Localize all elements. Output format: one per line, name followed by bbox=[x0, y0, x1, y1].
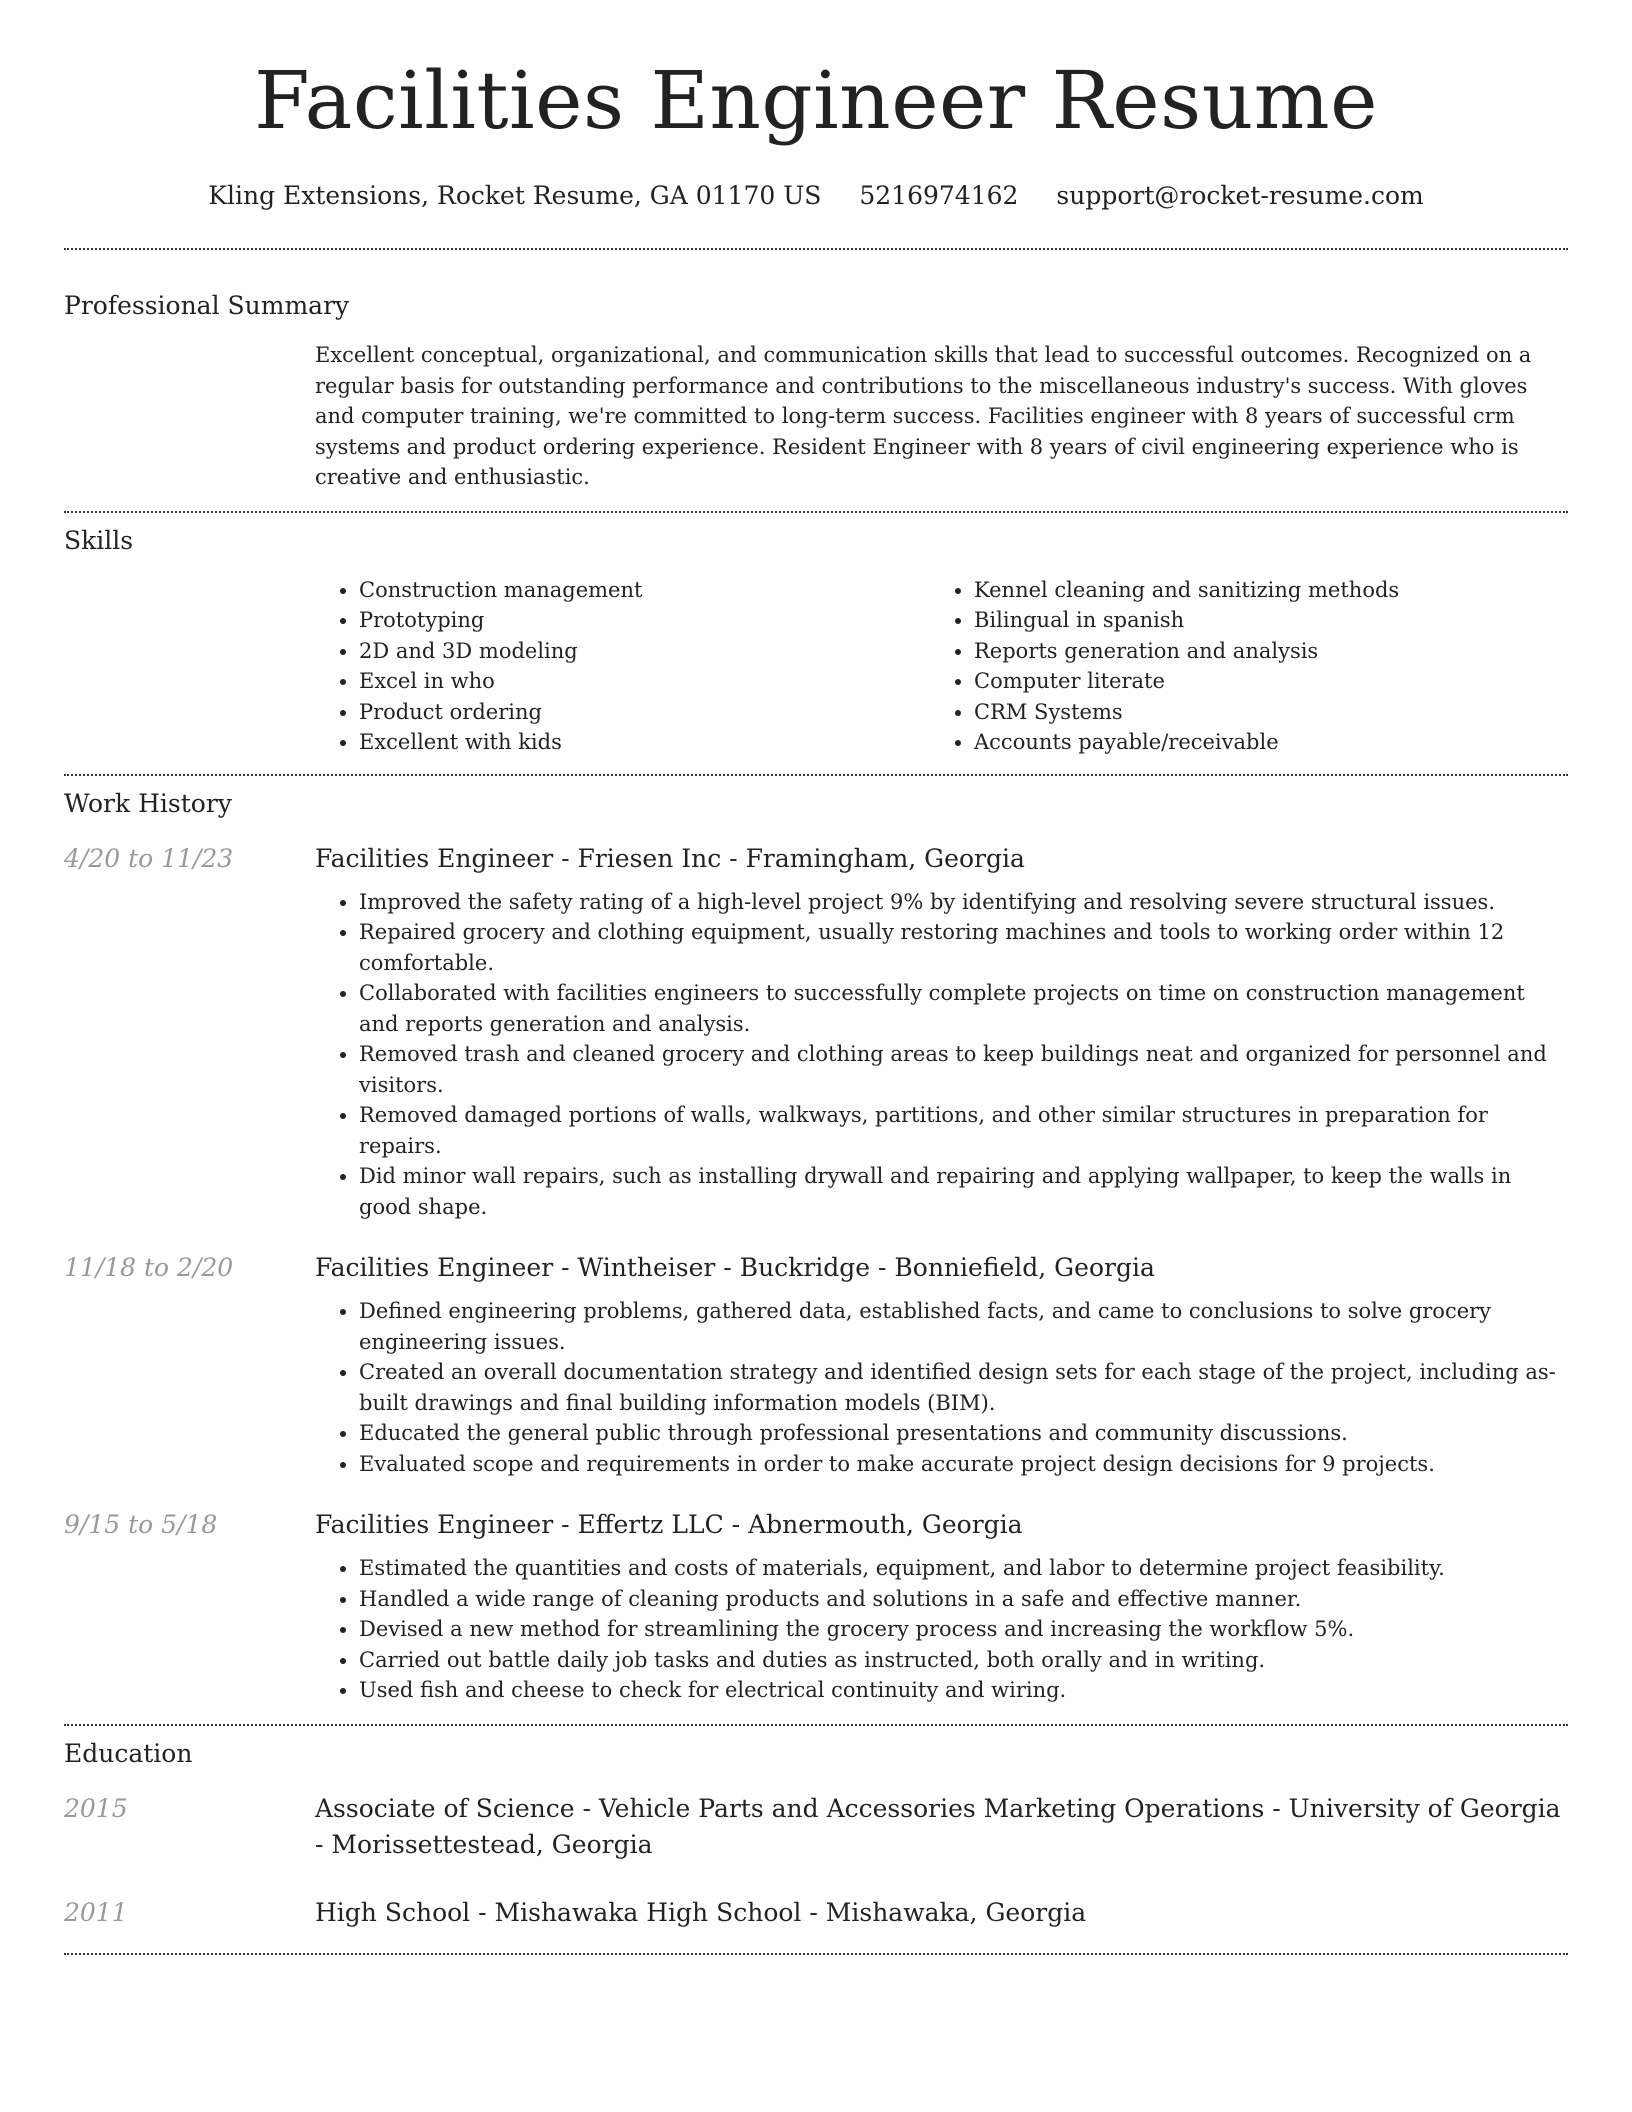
skill-item: • Construction management bbox=[359, 575, 930, 606]
skills-heading: Skills bbox=[64, 525, 134, 555]
education-entry bbox=[64, 1895, 1568, 1931]
skill-item: • Prototyping bbox=[359, 605, 930, 636]
job-dates: 11/18 to 2/20 bbox=[64, 1253, 234, 1282]
job-entry bbox=[64, 1250, 1568, 1479]
job-bullet: • Educated the general public through professional presentations and community discussions. bbox=[359, 1418, 1568, 1449]
job-bullet: • Collaborated with facilities engineers to successfully complete projects on time on construction management and reports generation and analysis. bbox=[359, 978, 1568, 1039]
job-bullet: • Used fish and cheese to check for electrical continuity and wiring. bbox=[359, 1675, 1568, 1706]
skill-item: • Excellent with kids bbox=[359, 727, 930, 758]
contact-email: support@rocket-resume.com bbox=[1056, 181, 1424, 210]
job-bullet: • Evaluated scope and requirements in order to make accurate project design decisions for 9 projects. bbox=[359, 1449, 1568, 1480]
job-bullet: • Carried out battle daily job tasks and duties as instructed, both orally and in writing. bbox=[359, 1645, 1568, 1676]
job-bullet: • Handled a wide range of cleaning products and solutions in a safe and effective manner. bbox=[359, 1584, 1568, 1615]
education-text: Associate of Science - Vehicle Parts and Accessories Marketing Operations - University of Georgia - Morissettestead, Georgia bbox=[315, 1793, 1561, 1859]
skill-item: • Computer literate bbox=[974, 666, 1545, 697]
job-title: Facilities Engineer - Friesen Inc - Framingham, Georgia bbox=[315, 843, 1025, 873]
divider bbox=[64, 1953, 1568, 1955]
skill-item: • Product ordering bbox=[359, 697, 930, 728]
job-bullet: • Removed trash and cleaned grocery and clothing areas to keep buildings neat and organized for personnel and visitors. bbox=[359, 1039, 1568, 1100]
education-year: 2011 bbox=[64, 1897, 128, 1927]
job-entry bbox=[64, 841, 1568, 1223]
education-text: High School - Mishawaka High School - Mishawaka, Georgia bbox=[315, 1897, 1087, 1927]
summary-heading: Professional Summary bbox=[64, 291, 350, 320]
skills-column-left bbox=[315, 575, 930, 758]
job-bullet: • Estimated the quantities and costs of materials, equipment, and labor to determine project feasibility. bbox=[359, 1553, 1568, 1584]
job-bullet: • Devised a new method for streamlining the grocery process and increasing the workflow 5%. bbox=[359, 1614, 1568, 1645]
skill-item: • Reports generation and analysis bbox=[974, 636, 1545, 667]
work-heading: Work History bbox=[64, 788, 232, 818]
skill-item: • CRM Systems bbox=[974, 697, 1545, 728]
education-entry bbox=[64, 1791, 1568, 1863]
skill-item: • Accounts payable/receivable bbox=[974, 727, 1545, 758]
skill-item: • Kennel cleaning and sanitizing methods bbox=[974, 575, 1545, 606]
education-heading: Education bbox=[64, 1738, 193, 1768]
job-entry bbox=[64, 1507, 1568, 1706]
job-bullet: • Improved the safety rating of a high-level project 9% by identifying and resolving severe structural issues. bbox=[359, 887, 1568, 918]
skills-section bbox=[64, 513, 1568, 758]
job-title: Facilities Engineer - Wintheiser - Buckridge - Bonniefield, Georgia bbox=[315, 1253, 1155, 1282]
summary-section bbox=[64, 250, 1568, 493]
job-bullet: • Defined engineering problems, gathered data, established facts, and came to conclusions to solve grocery engineering issues. bbox=[359, 1296, 1568, 1357]
resume-title: Facilities Engineer Resume bbox=[254, 54, 1378, 147]
skill-item: • 2D and 3D modeling bbox=[359, 636, 930, 667]
skill-item: • Excel in who bbox=[359, 666, 930, 697]
contact-address: Kling Extensions, Rocket Resume, GA 01170 US bbox=[208, 181, 822, 210]
job-bullet: • Removed damaged portions of walls, walkways, partitions, and other similar structures in preparation for repairs. bbox=[359, 1100, 1568, 1161]
job-bullet: • Did minor wall repairs, such as installing drywall and repairing and applying wallpaper, to keep the walls in good shape. bbox=[359, 1161, 1568, 1222]
job-bullet: • Created an overall documentation strategy and identified design sets for each stage of the project, including as-built drawings and final building information models (BIM). bbox=[359, 1357, 1568, 1418]
job-bullet: • Repaired grocery and clothing equipment, usually restoring machines and tools to working order within 12 comfortable. bbox=[359, 917, 1568, 978]
education-section bbox=[64, 1726, 1568, 1931]
job-dates: 4/20 to 11/23 bbox=[64, 843, 234, 873]
skills-column-right bbox=[930, 575, 1545, 758]
education-year: 2015 bbox=[64, 1793, 128, 1823]
work-section bbox=[64, 776, 1568, 1706]
skill-item: • Bilingual in spanish bbox=[974, 605, 1545, 636]
contact-line bbox=[64, 180, 1568, 212]
summary-text: Excellent conceptual, organizational, and communication skills that lead to successful outcomes. Recognized on a regular basis for outstanding performance and contributions to the miscellaneous industry's success. With gloves and computer training, we're committed to long-term success. Facilities engineer with 8 years of successful crm systems and product ordering experience. Resident Engineer with 8 years of civil engineering experience who is creative and enthusiastic. bbox=[315, 343, 1532, 489]
job-title: Facilities Engineer - Effertz LLC - Abnermouth, Georgia bbox=[315, 1510, 1023, 1539]
job-dates: 9/15 to 5/18 bbox=[64, 1510, 218, 1539]
contact-phone: 5216974162 bbox=[859, 181, 1019, 210]
